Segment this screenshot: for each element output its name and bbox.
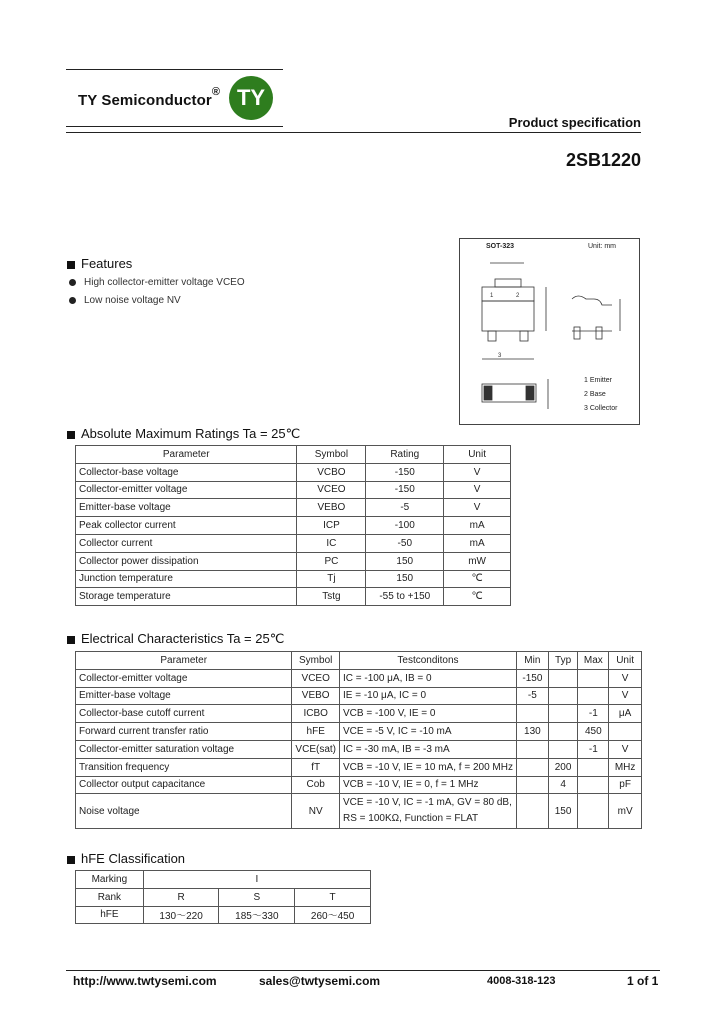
package-outline-drawing (459, 238, 640, 425)
table-cell: -150 (366, 463, 444, 481)
table-row (76, 588, 511, 606)
col-header: Min (516, 652, 548, 670)
table-cell: NV (292, 794, 340, 829)
rank-value: R (143, 888, 219, 906)
svg-text:1: 1 (490, 293, 494, 299)
table-cell: Collector-emitter saturation voltage (76, 740, 292, 758)
table-cell (516, 740, 548, 758)
table-cell: Collector-base cutoff current (76, 705, 292, 723)
abs-max-heading: Absolute Maximum Ratings Ta = 25℃ (67, 426, 300, 442)
table-cell: ICP (297, 517, 366, 535)
table-cell (516, 758, 548, 776)
company-name: TY Semiconductor® (78, 86, 221, 109)
header-top-rule (66, 69, 283, 70)
table-cell (578, 758, 609, 776)
table-row (76, 517, 511, 535)
rank-value: S (219, 888, 295, 906)
bullet-dot-icon (69, 297, 76, 304)
table-cell: V (609, 669, 642, 687)
table-cell: VCB = -10 V, IE = 10 mA, f = 200 MHz (339, 758, 516, 776)
table-cell: VCB = -10 V, IE = 0, f = 1 MHz (339, 776, 516, 794)
bullet-dot-icon (69, 279, 76, 286)
doc-type: Product specification (508, 115, 641, 130)
table-cell: -150 (366, 481, 444, 499)
col-header: Max (578, 652, 609, 670)
table-cell: Tstg (297, 588, 366, 606)
table-cell (578, 776, 609, 794)
table-row (76, 888, 371, 906)
table-cell (516, 794, 548, 829)
table-cell: -55 to +150 (366, 588, 444, 606)
table-cell: VCE(sat) (292, 740, 340, 758)
table-cell: IC = -100 μA, IB = 0 (339, 669, 516, 687)
table-cell: V (444, 481, 511, 499)
hfe-range: 130～220 (143, 906, 219, 924)
section-bullet-icon (67, 261, 75, 269)
table-cell (609, 723, 642, 741)
table-cell (548, 705, 578, 723)
table-row (76, 463, 511, 481)
table-cell (578, 669, 609, 687)
table-cell: Collector-base voltage (76, 463, 297, 481)
features-heading: Features (67, 256, 132, 271)
feature-item: Low noise voltage NV (69, 295, 181, 306)
table-row (76, 534, 511, 552)
package-name: SOT-323 (486, 243, 515, 250)
footer-page-number: 1 of 1 (627, 974, 659, 988)
table-cell: ICBO (292, 705, 340, 723)
section-bullet-icon (67, 856, 75, 864)
section-bullet-icon (67, 431, 75, 439)
table-row (76, 758, 642, 776)
footer-website-link[interactable]: http://www.twtysemi.com (73, 974, 217, 988)
table-cell: VCB = -100 V, IE = 0 (339, 705, 516, 723)
section-bullet-icon (67, 636, 75, 644)
table-cell: Collector-emitter voltage (76, 669, 292, 687)
table-cell (339, 794, 516, 829)
table-cell (578, 687, 609, 705)
table-row (76, 723, 642, 741)
table-cell: Junction temperature (76, 570, 297, 588)
table-cell: ℃ (444, 570, 511, 588)
table-cell (548, 740, 578, 758)
col-header: Testconditons (339, 652, 516, 670)
header-full-rule (66, 132, 641, 133)
pin-2-label: 2 Base (584, 391, 606, 398)
table-cell: Emitter-base voltage (76, 687, 292, 705)
table-cell: fT (292, 758, 340, 776)
col-header: Symbol (292, 652, 340, 670)
table-cell: MHz (609, 758, 642, 776)
hfe-range: 260～450 (295, 906, 371, 924)
table-cell: Storage temperature (76, 588, 297, 606)
col-header: Parameter (76, 652, 292, 670)
table-cell (548, 669, 578, 687)
table-cell: Collector-emitter voltage (76, 481, 297, 499)
svg-text:2: 2 (516, 293, 520, 299)
table-cell: -50 (366, 534, 444, 552)
col-header: Rating (366, 446, 444, 464)
table-cell: VEBO (292, 687, 340, 705)
table-row (76, 570, 511, 588)
table-cell: mA (444, 517, 511, 535)
table-cell (548, 687, 578, 705)
table-cell (516, 705, 548, 723)
table-cell: V (609, 740, 642, 758)
marking-label: Marking (76, 871, 144, 889)
col-header: Typ (548, 652, 578, 670)
table-cell: mW (444, 552, 511, 570)
table-cell: VCE = -5 V, IC = -10 mA (339, 723, 516, 741)
table-row (76, 871, 371, 889)
table-cell: -1 (578, 740, 609, 758)
col-header: Unit (609, 652, 642, 670)
footer-phone: 4008-318-123 (487, 975, 556, 987)
table-cell: VEBO (297, 499, 366, 517)
table-cell: μA (609, 705, 642, 723)
table-cell (548, 723, 578, 741)
table-cell: Tj (297, 570, 366, 588)
table-cell: VCEO (292, 669, 340, 687)
table-cell: Cob (292, 776, 340, 794)
col-header: Symbol (297, 446, 366, 464)
table-row (76, 499, 511, 517)
table-row (76, 705, 642, 723)
table-cell: Forward current transfer ratio (76, 723, 292, 741)
table-cell: V (444, 499, 511, 517)
table-row (76, 669, 642, 687)
table-cell: IC (297, 534, 366, 552)
table-row (76, 794, 642, 829)
footer-rule (66, 970, 660, 971)
table-cell: IE = -10 μA, IC = 0 (339, 687, 516, 705)
noise-condition-line: RS = 100KΩ, Function = FLAT (342, 813, 479, 825)
table-cell: V (444, 463, 511, 481)
package-drawing-svg (460, 239, 639, 424)
elec-char-table (75, 651, 642, 829)
table-cell: 4 (548, 776, 578, 794)
elec-char-heading: Electrical Characteristics Ta = 25℃ (67, 631, 284, 647)
table-cell: hFE (292, 723, 340, 741)
col-header: Unit (444, 446, 511, 464)
abs-max-table (75, 445, 511, 606)
table-header-row (76, 446, 511, 464)
table-cell: IC = -30 mA, IB = -3 mA (339, 740, 516, 758)
table-cell (516, 776, 548, 794)
pin-1-label: 1 Emitter (584, 377, 613, 384)
table-cell: Transition frequency (76, 758, 292, 776)
table-cell: VCBO (297, 463, 366, 481)
table-cell: 150 (548, 794, 578, 829)
table-row (76, 481, 511, 499)
table-cell: Collector output capacitance (76, 776, 292, 794)
package-unit: Unit: mm (588, 243, 616, 250)
part-number: 2SB1220 (565, 150, 641, 170)
noise-condition-line: VCE = -10 V, IC = -1 mA, GV = 80 dB, (342, 797, 512, 809)
table-cell: -5 (366, 499, 444, 517)
table-cell: VCEO (297, 481, 366, 499)
svg-text:3: 3 (498, 353, 502, 359)
table-cell: Noise voltage (76, 794, 292, 829)
table-cell: Emitter-base voltage (76, 499, 297, 517)
rank-label: Rank (76, 888, 144, 906)
table-cell: ℃ (444, 588, 511, 606)
footer-email-link[interactable]: sales@twtysemi.com (259, 974, 381, 988)
table-cell: V (609, 687, 642, 705)
table-cell: 150 (366, 552, 444, 570)
table-row (76, 687, 642, 705)
table-cell: -1 (578, 705, 609, 723)
table-cell: pF (609, 776, 642, 794)
table-cell: 130 (516, 723, 548, 741)
table-row (76, 906, 371, 924)
table-cell: Collector power dissipation (76, 552, 297, 570)
table-cell: mV (609, 794, 642, 829)
hfe-heading: hFE Classification (67, 851, 185, 866)
table-row (76, 776, 642, 794)
header-mid-rule (66, 126, 283, 127)
col-header: Parameter (76, 446, 297, 464)
table-cell: Peak collector current (76, 517, 297, 535)
pin-3-label: 3 Collector (584, 405, 618, 412)
table-row (76, 740, 642, 758)
table-cell: -5 (516, 687, 548, 705)
table-cell: 150 (366, 570, 444, 588)
table-cell: -100 (366, 517, 444, 535)
table-row (76, 552, 511, 570)
table-cell: PC (297, 552, 366, 570)
table-cell (578, 794, 609, 829)
table-header-row (76, 652, 642, 670)
hfe-table (75, 870, 371, 924)
marking-value: I (143, 871, 370, 889)
table-cell: mA (444, 534, 511, 552)
rank-value: T (295, 888, 371, 906)
table-cell: -150 (516, 669, 548, 687)
hfe-label: hFE (76, 906, 144, 924)
table-cell: 450 (578, 723, 609, 741)
company-logo: TY (229, 76, 273, 120)
hfe-range: 185～330 (219, 906, 295, 924)
table-cell: Collector current (76, 534, 297, 552)
feature-item: High collector-emitter voltage VCEO (69, 277, 245, 288)
table-cell: 200 (548, 758, 578, 776)
